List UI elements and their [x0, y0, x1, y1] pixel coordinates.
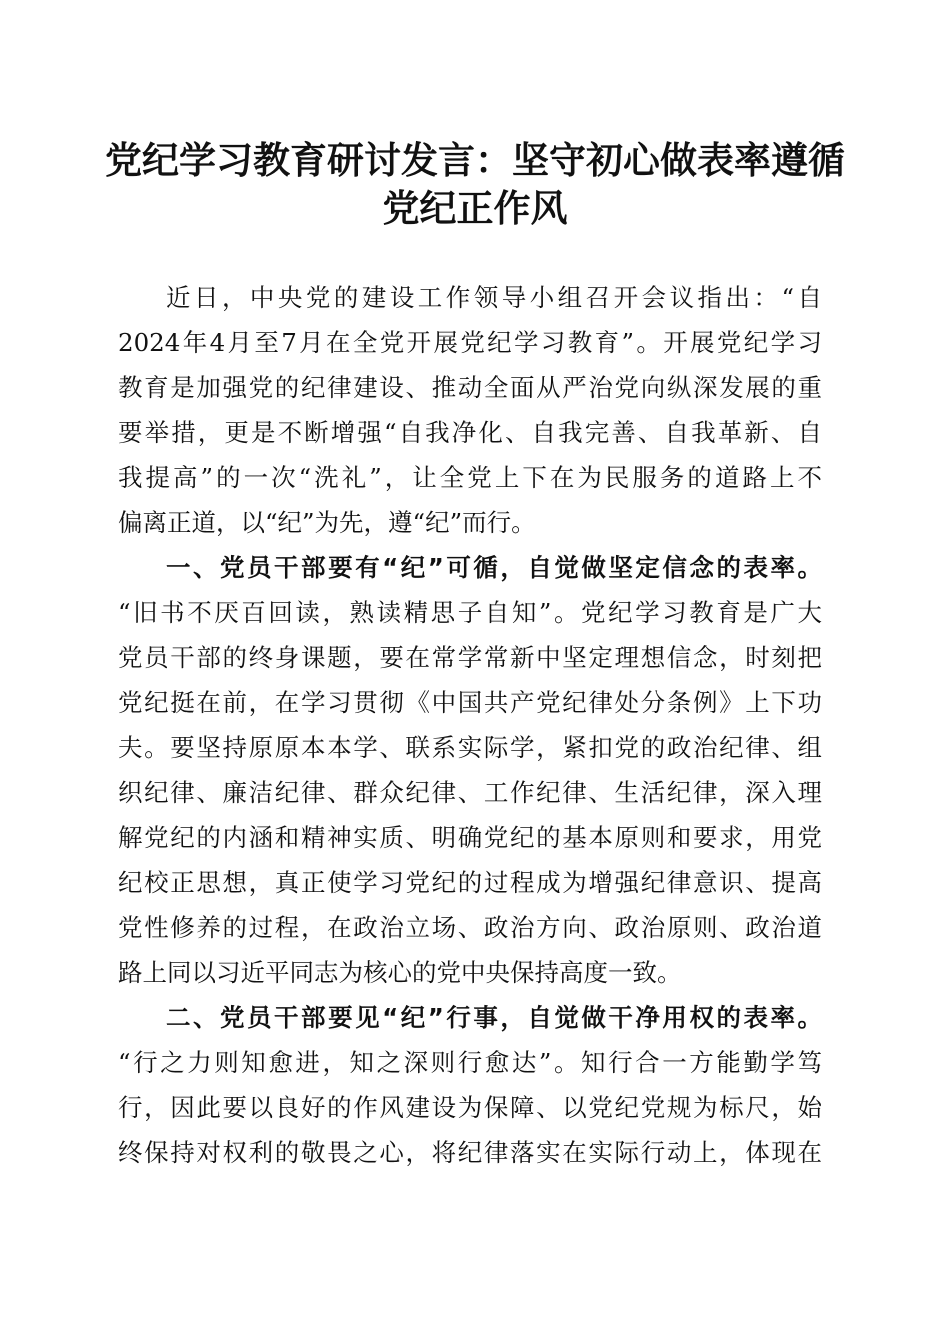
title-line-1: 党纪学习教育研讨发言：坚守初心做表率遵循 [105, 138, 845, 182]
body-line: 偏离正道，以“纪”为先，遵“纪”而行。 [118, 508, 536, 537]
body-line: 党员干部的终身课题，要在常学常新中坚定理想信念，时刻把 [118, 643, 822, 672]
body-line: 行，因此要以良好的作风建设为保障、以党纪党规为标尺，始 [118, 1093, 822, 1122]
body-line: “旧书不厌百回读，熟读精思子自知”。党纪学习教育是广大 [118, 598, 822, 627]
section-heading-2: 二、党员干部要见“纪”行事，自觉做干净用权的表率。 [166, 1003, 822, 1032]
title-line-2: 党纪正作风 [382, 186, 568, 230]
body-line: 解党纪的内涵和精神实质、明确党纪的基本原则和要求，用党 [118, 823, 822, 852]
body-line: 路上同以习近平同志为核心的党中央保持高度一致。 [118, 958, 682, 987]
body-line: 党性修养的过程，在政治立场、政治方向、政治原则、政治道 [118, 913, 822, 942]
body-line: 纪校正思想，真正使学习党纪的过程成为增强纪律意识、提高 [118, 868, 822, 897]
body-line: 党纪挺在前，在学习贯彻《中国共产党纪律处分条例》上下功 [118, 688, 822, 717]
body-line: 2024年4月至7月在全党开展党纪学习教育”。开展党纪学习 [118, 328, 822, 357]
section-heading-1: 一、党员干部要有“纪”可循，自觉做坚定信念的表率。 [166, 553, 822, 582]
body-line: 夫。要坚持原原本本学、联系实际学，紧扣党的政治纪律、组 [118, 733, 822, 762]
body-line: 我提高”的一次“洗礼”，让全党上下在为民服务的道路上不 [118, 463, 822, 492]
body-line: “行之力则知愈进，知之深则行愈达”。知行合一方能勤学笃 [118, 1048, 822, 1077]
body-line: 近日，中央党的建设工作领导小组召开会议指出：“自 [166, 283, 822, 312]
body-line: 教育是加强党的纪律建设、推动全面从严治党向纵深发展的重 [118, 373, 822, 402]
body-line: 终保持对权利的敬畏之心，将纪律落实在实际行动上，体现在 [118, 1138, 822, 1167]
body-line: 织纪律、廉洁纪律、群众纪律、工作纪律、生活纪律，深入理 [118, 778, 822, 807]
body-line: 要举措，更是不断增强“自我净化、自我完善、自我革新、自 [118, 418, 822, 447]
